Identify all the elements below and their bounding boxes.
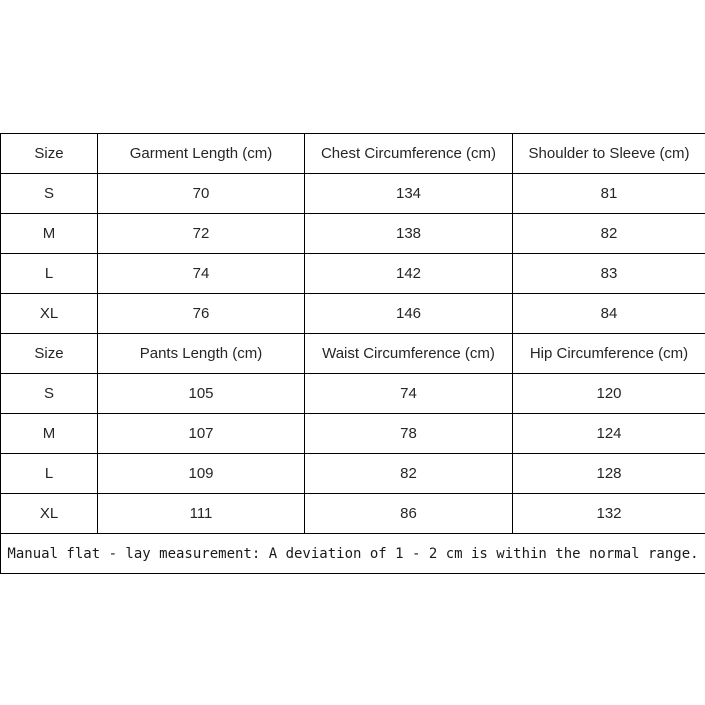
value-cell: 120	[513, 374, 705, 414]
garment-header-row	[1, 134, 705, 174]
footnote-row	[1, 534, 705, 574]
table-row	[1, 254, 705, 294]
size-cell: S	[1, 174, 98, 214]
table-row	[1, 374, 705, 414]
pants-header-row	[1, 334, 705, 374]
column-header-size: Size	[1, 134, 98, 174]
value-cell: 78	[305, 414, 513, 454]
value-cell: 86	[305, 494, 513, 534]
size-cell: XL	[1, 294, 98, 334]
measurement-note: Manual flat - lay measurement: A deviation of 1 - 2 cm is within the normal range.	[1, 534, 705, 574]
size-cell: L	[1, 454, 98, 494]
value-cell: 72	[98, 214, 305, 254]
value-cell: 74	[98, 254, 305, 294]
size-cell: S	[1, 374, 98, 414]
value-cell: 142	[305, 254, 513, 294]
table-row	[1, 174, 705, 214]
value-cell: 84	[513, 294, 705, 334]
column-header-size: Size	[1, 334, 98, 374]
column-header-hip-circumference: Hip Circumference (cm)	[513, 334, 705, 374]
size-chart-table	[0, 133, 705, 574]
column-header-waist-circumference: Waist Circumference (cm)	[305, 334, 513, 374]
size-cell: L	[1, 254, 98, 294]
value-cell: 138	[305, 214, 513, 254]
table-row	[1, 494, 705, 534]
value-cell: 82	[305, 454, 513, 494]
value-cell: 70	[98, 174, 305, 214]
value-cell: 74	[305, 374, 513, 414]
column-header-shoulder-to-sleeve: Shoulder to Sleeve (cm)	[513, 134, 705, 174]
table-row	[1, 294, 705, 334]
value-cell: 105	[98, 374, 305, 414]
table-row	[1, 454, 705, 494]
value-cell: 128	[513, 454, 705, 494]
table-row	[1, 414, 705, 454]
value-cell: 76	[98, 294, 305, 334]
size-cell: M	[1, 214, 98, 254]
value-cell: 107	[98, 414, 305, 454]
size-cell: M	[1, 414, 98, 454]
value-cell: 111	[98, 494, 305, 534]
value-cell: 82	[513, 214, 705, 254]
size-cell: XL	[1, 494, 98, 534]
table-row	[1, 214, 705, 254]
value-cell: 83	[513, 254, 705, 294]
column-header-garment-length: Garment Length (cm)	[98, 134, 305, 174]
value-cell: 124	[513, 414, 705, 454]
column-header-chest-circumference: Chest Circumference (cm)	[305, 134, 513, 174]
value-cell: 134	[305, 174, 513, 214]
column-header-pants-length: Pants Length (cm)	[98, 334, 305, 374]
value-cell: 109	[98, 454, 305, 494]
value-cell: 132	[513, 494, 705, 534]
value-cell: 146	[305, 294, 513, 334]
value-cell: 81	[513, 174, 705, 214]
